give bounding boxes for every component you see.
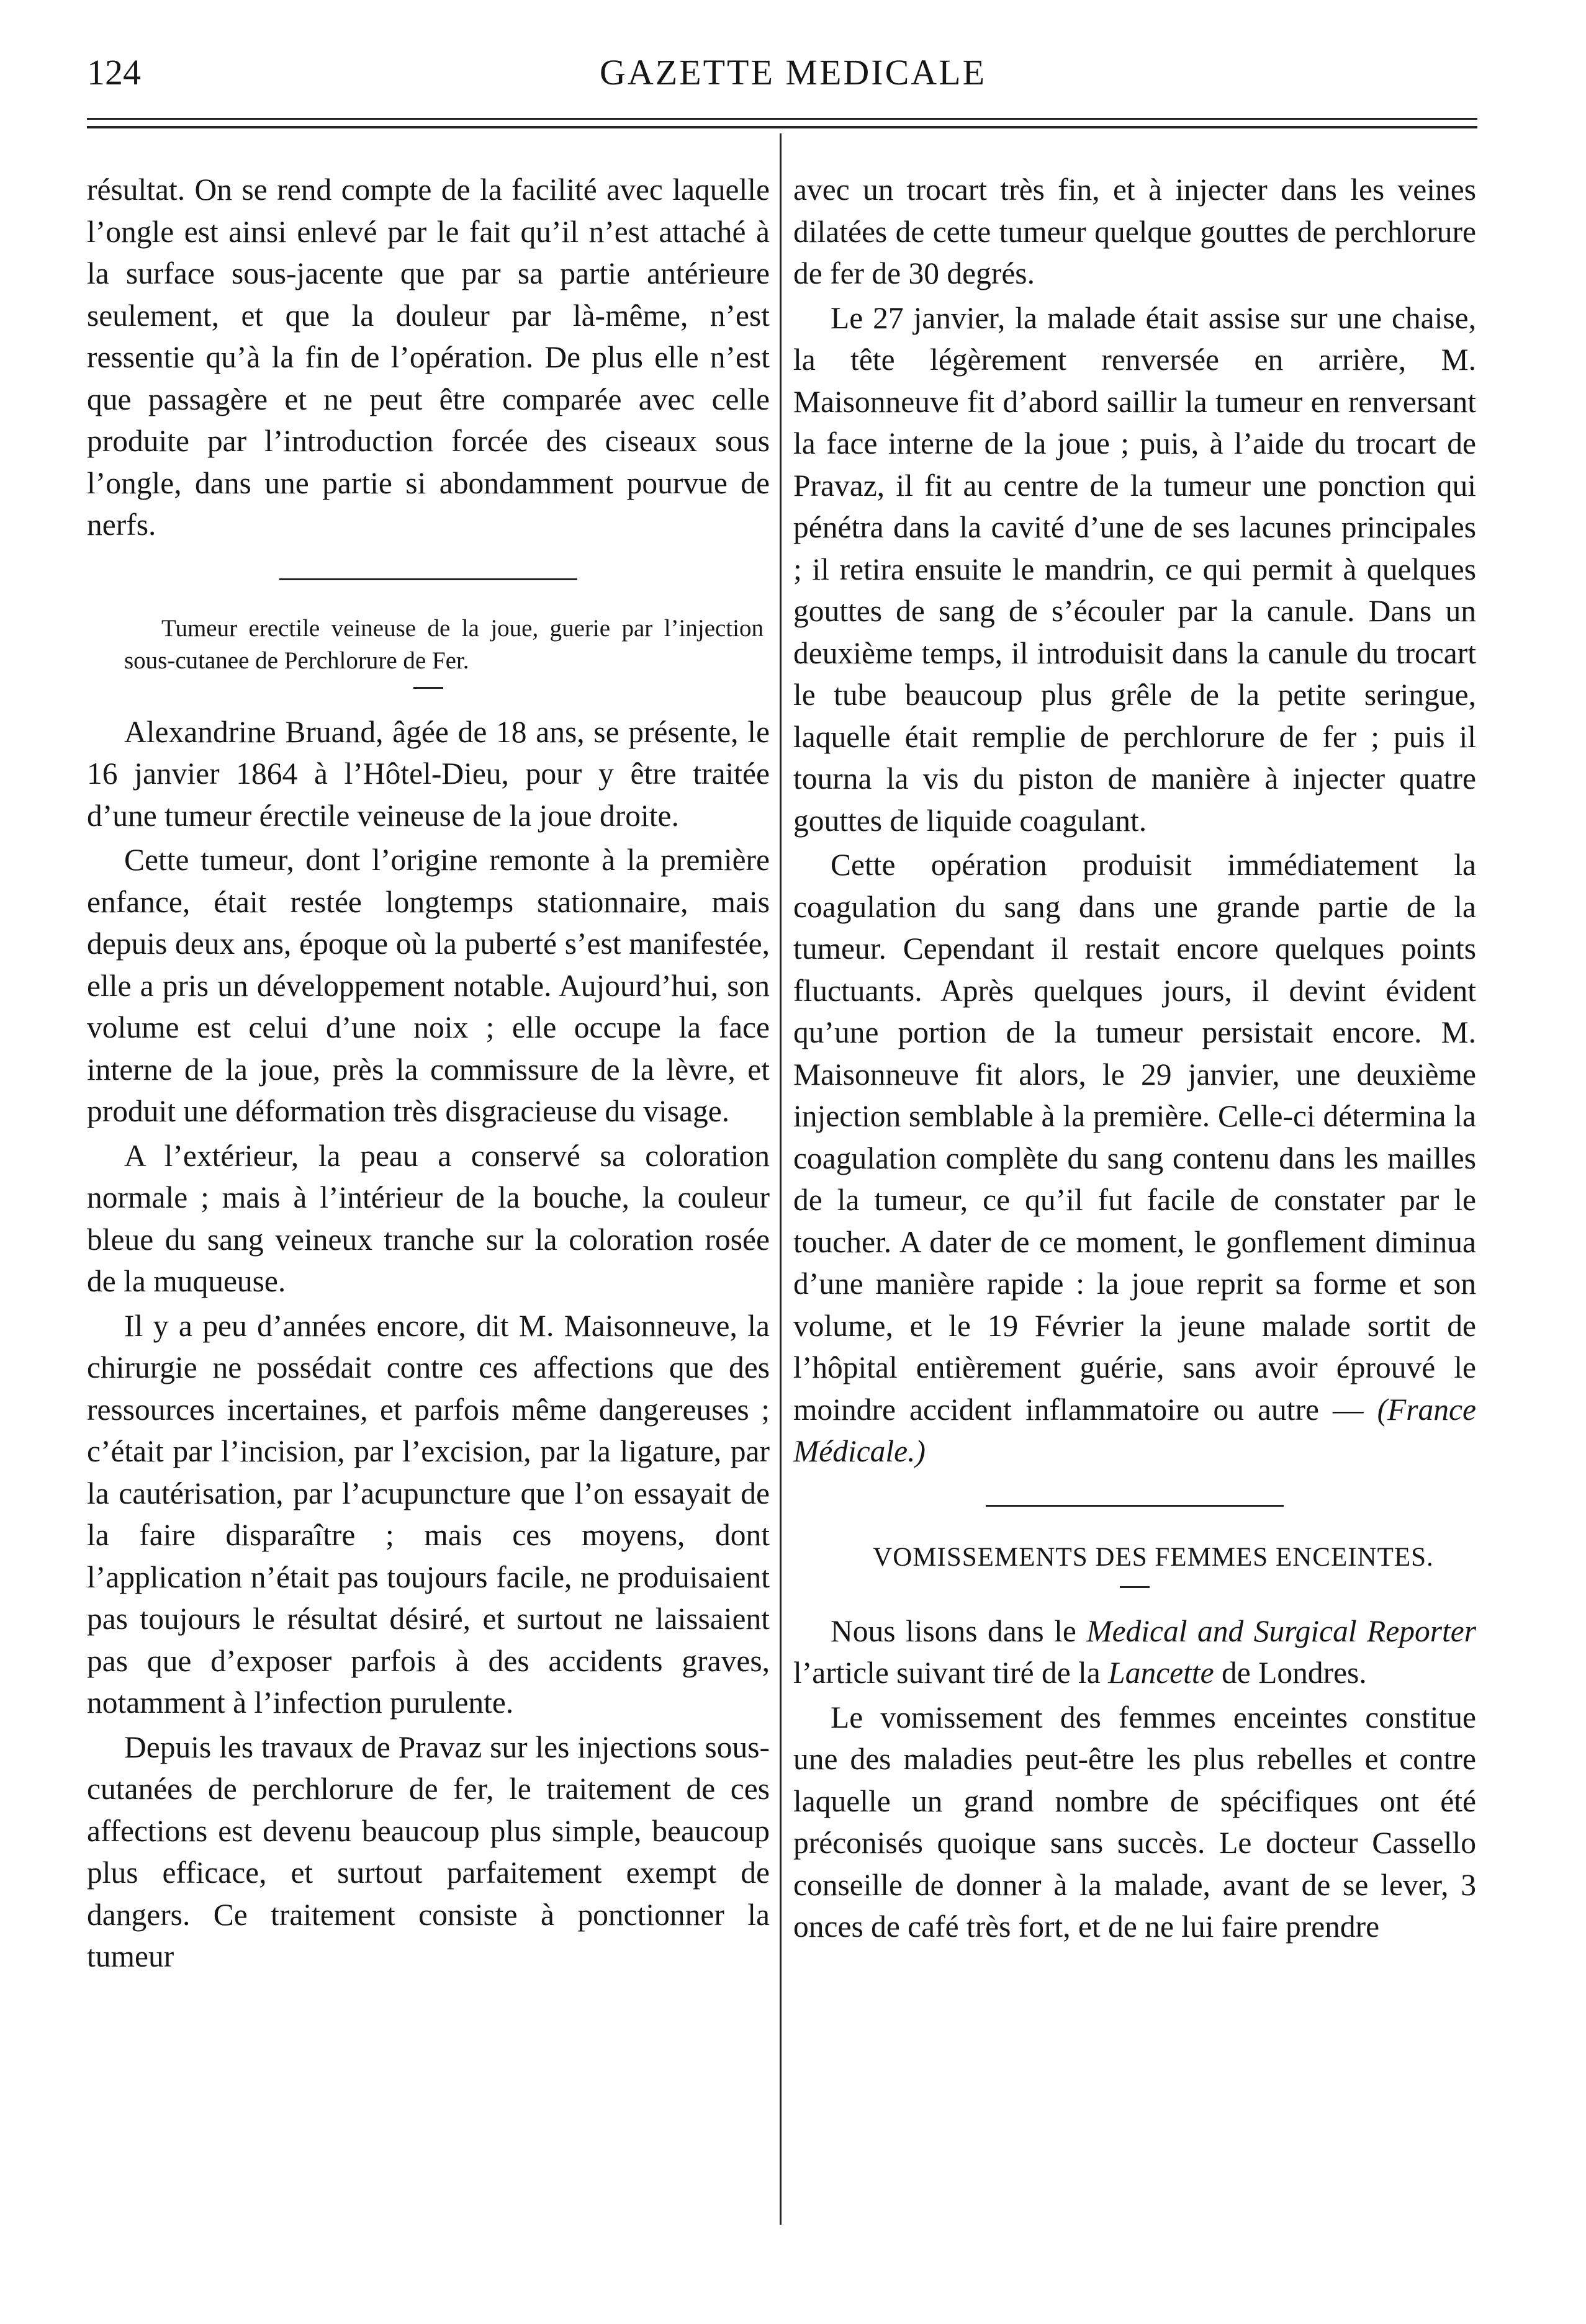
source-citation: (France Médicale.)	[793, 1392, 1477, 1468]
paragraph: Le vomissement des femmes enceintes constitue une des maladies peut-être les plus rebelles et contre laquelle un grand nombre de spécifiques ont été préconisés quoique sans succès. Le docteur Cassello conseille de donner à la malade, avant de se lever, 3 onces de café très fort, et de ne lui faire prendre	[793, 1700, 1476, 1944]
running-title: GAZETTE MEDICALE	[599, 52, 987, 92]
paragraph	[793, 844, 1476, 1473]
header-rule	[87, 126, 1477, 128]
section-rule	[986, 1505, 1284, 1507]
header-rule	[87, 118, 1477, 120]
paragraph	[793, 1610, 1476, 1694]
section-rule	[279, 578, 577, 580]
left-column	[87, 169, 770, 1978]
page-number: 124	[87, 52, 141, 92]
heading-dash	[1120, 1586, 1150, 1588]
intro-text: de Londres.	[1214, 1656, 1367, 1690]
paragraph: Cette tumeur, dont l’origine remonte à la première enfance, était restée longtemps stationnaire, mais depuis deux ans, époque où la puberté s’est manifestée, elle a pris un développement notable. Aujourd’hui, son volume est celui d’une noix ; elle occupe la face interne de la joue, près la commissure de la lèvre, et produit une déformation très disgracieuse du visage.	[87, 843, 770, 1128]
paragraph: Il y a peu d’années encore, dit M. Maisonneuve, la chirurgie ne possédait contre ces affections que des ressources incertaines, et parfois même dangereuses ; c’était par l’incision, par l’excision, par la ligature, par la cautérisation, par l’acupuncture que l’on essayait de la faire disparaître ; mais ces moyens, dont l’application n’était pas toujours facile, ne produisaient pas toujours le résultat désiré, et surtout ne laissaient pas que d’exposer parfois à des accidents graves, notamment à l’infection purulente.	[87, 1308, 770, 1720]
intro-text: Nous lisons dans le	[831, 1613, 1087, 1648]
column-divider	[780, 133, 782, 2225]
paragraph: avec un trocart très fin, et à injecter dans les veines dilatées de cette tumeur quelque gouttes de perchlorure de fer de 30 degrés.	[793, 173, 1476, 290]
title-dash	[413, 687, 443, 689]
paragraph: Le 27 janvier, la malade était assise sur une chaise, la tête légèrement renversée en arrière, M. Maisonneuve fit d’abord saillir la tumeur en renversant la face interne de la joue ; puis, à l’aide du trocart de Pravaz, il fit au centre de la tumeur une ponction qui pénétra dans la cavité d’une de ses lacunes principales ; il retira ensuite le mandrin, ce qui permit à quelques gouttes de sang de s’écouler par la canule. Dans un deuxième temps, il introduisit dans la canule du trocart le tube beaucoup plus grêle de la petite seringue, laquelle était remplie de perchlorure de fer ; puis il tourna la vis du piston de manière à injecter quatre gouttes de liquide coagulant.	[793, 300, 1476, 838]
intro-text: l’article suivant tiré de la	[793, 1656, 1109, 1690]
right-column	[793, 169, 1476, 1948]
paragraph: Alexandrine Bruand, âgée de 18 ans, se présente, le 16 janvier 1864 à l’Hôtel-Dieu, pour y être traitée d’une tumeur érectile veineuse de la joue droite.	[87, 714, 770, 833]
journal-name: Lancette	[1108, 1656, 1214, 1690]
journal-name: Medical and Surgical Reporter	[1086, 1613, 1477, 1648]
article-title: Tumeur erectile veineuse de la joue, guerie par l’injection sous-cutanee de Perchlorure de Fer.	[124, 614, 764, 674]
paragraph: A l’extérieur, la peau a conservé sa coloration normale ; mais à l’intérieur de la bouche, la couleur bleue du sang veineux tranche sur la coloration rosée de la muqueuse.	[87, 1138, 770, 1298]
paragraph: résultat. On se rend compte de la facilité avec laquelle l’ongle est ainsi enlevé par le fait qu’il n’est attaché à la surface sous-jacente que par sa partie antérieure seulement, et que la douleur par là-même, n’est ressentie qu’à la fin de l’opération. De plus elle n’est que passagère et ne peut être comparée avec celle produite par l’introduction forcée des ciseaux sous l’ongle, dans une partie si abondamment pourvue de nerfs.	[87, 173, 770, 542]
paragraph: Depuis les travaux de Pravaz sur les injections sous-cutanées de perchlorure de fer, le traitement de ces affections est devenu beaucoup plus simple, beaucoup plus efficace, et surtout parfaitement exempt de dangers. Ce traitement consiste à ponctionner la tumeur	[87, 1730, 770, 1973]
section-heading: VOMISSEMENTS DES FEMMES ENCEINTES.	[873, 1542, 1434, 1572]
paragraph-text: Cette opération produisit immédiatement la coagulation du sang dans une grande partie de la tumeur. Cependant il restait encore quelques points fluctuants. Après quelques jours, il devint évident qu’une portion de la tumeur persistait encore. M. Maisonneuve fit alors, le 29 janvier, une deuxième injection semblable à la première. Celle-ci détermina la coagulation complète du sang contenu dans les mailles de la tumeur, ce qu’il fut facile de constater par le toucher. A dater de ce moment, le gonflement diminua d’une manière rapide : la joue reprit sa forme et son volume, et le 19 Février la jeune malade sortit de l’hôpital entièrement guérie, sans avoir éprouvé le moindre accident inflammatoire ou autre —	[793, 848, 1476, 1427]
